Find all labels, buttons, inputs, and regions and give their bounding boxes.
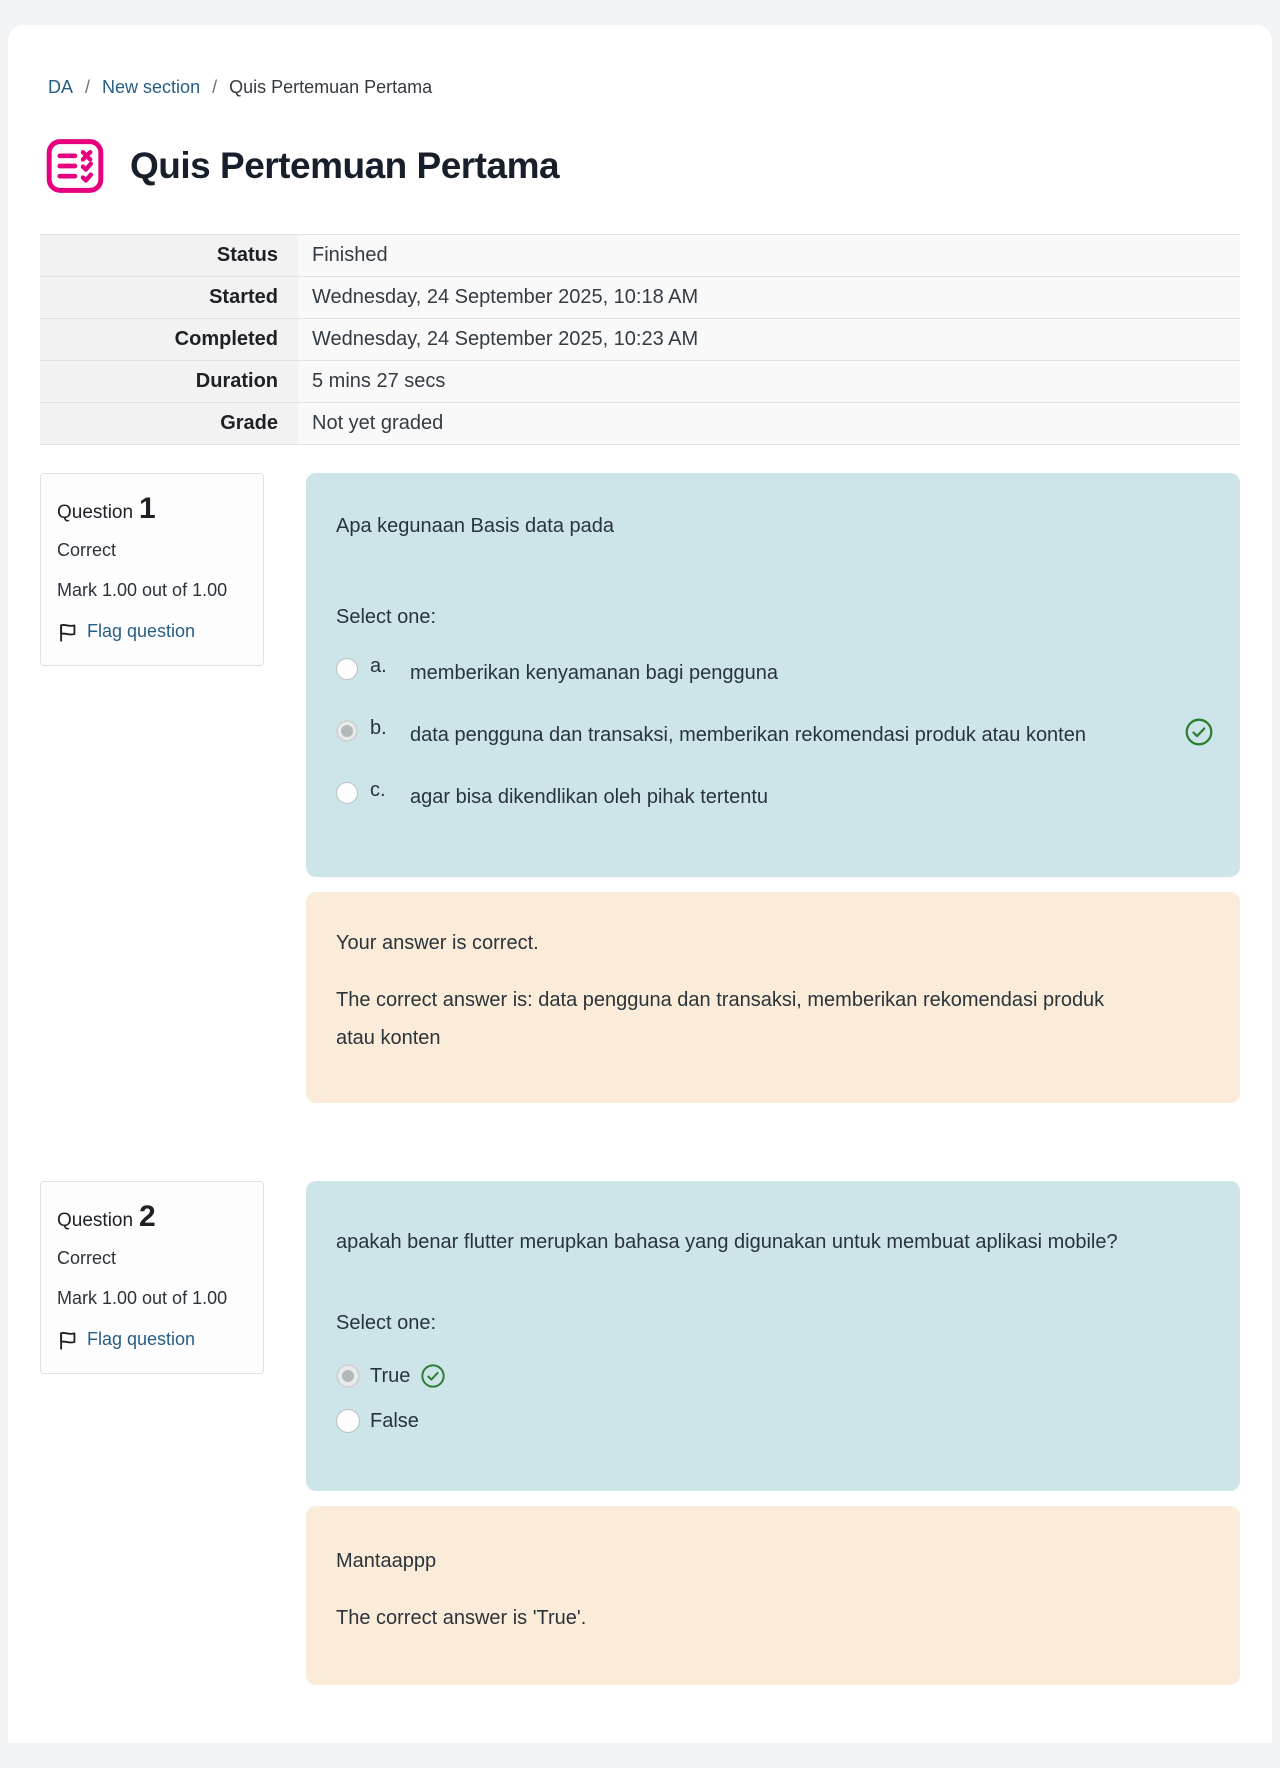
question-2-content — [306, 1181, 1240, 1685]
option-label: agar bisa dikendlikan oleh pihak tertentu — [410, 786, 769, 808]
feedback-comment: Mantaappp — [336, 1550, 437, 1572]
question-1-content — [306, 473, 1240, 1103]
question-1-block — [40, 473, 1240, 1103]
radio-option-a[interactable] — [336, 658, 358, 680]
flag-question-link[interactable] — [57, 1329, 247, 1351]
question-word: Question — [57, 502, 134, 523]
summary-label: Grade — [40, 403, 298, 445]
breadcrumb-separator: / — [85, 77, 91, 97]
option-label: True — [370, 1364, 411, 1387]
radio-option-true[interactable] — [336, 1364, 360, 1388]
question-number-line — [57, 492, 247, 526]
flag-icon — [57, 621, 79, 643]
summary-label: Completed — [40, 319, 298, 361]
summary-value: 5 mins 27 secs — [298, 361, 1240, 403]
option-label: memberikan kenyamanan bagi pengguna — [410, 662, 779, 684]
summary-value: Wednesday, 24 September 2025, 10:18 AM — [298, 277, 1240, 319]
flag-question-link[interactable] — [57, 621, 247, 643]
page-header — [40, 138, 1240, 194]
option-letter: a. — [370, 655, 387, 677]
summary-label: Status — [40, 235, 298, 277]
feedback-right-answer: The correct answer is 'True'. — [336, 1607, 587, 1629]
flag-icon — [57, 1329, 79, 1351]
answer-option-false — [336, 1409, 1214, 1433]
answer-option-b — [336, 717, 1214, 753]
radio-option-false[interactable] — [336, 1409, 360, 1433]
select-one-prompt: Select one: — [336, 606, 437, 628]
question-number: 2 — [139, 1200, 156, 1233]
breadcrumb — [40, 77, 1240, 98]
question-mark: Mark 1.00 out of 1.00 — [57, 1288, 228, 1308]
question-text: apakah benar flutter merupkan bahasa yang digunakan untuk membuat aplikasi mobile? — [336, 1231, 1118, 1253]
answer-option-true — [336, 1363, 1214, 1389]
question-2-feedback — [306, 1506, 1240, 1685]
correct-answer-check-icon — [420, 1363, 446, 1389]
question-number-line — [57, 1200, 247, 1234]
feedback-right-answer: The correct answer is: data pengguna dan transaksi, memberikan rekomendasi produk atau konten — [336, 989, 1105, 1049]
question-2-formulation — [306, 1181, 1240, 1491]
page-title: Quis Pertemuan Pertama — [130, 145, 560, 186]
flag-question-label: Flag question — [87, 621, 196, 642]
summary-value: Not yet graded — [298, 403, 1240, 445]
breadcrumb-link-course[interactable]: DA — [48, 77, 74, 97]
summary-row-status — [40, 235, 1240, 277]
summary-label: Started — [40, 277, 298, 319]
breadcrumb-link-section[interactable]: New section — [102, 77, 201, 97]
question-1-info-panel — [40, 473, 264, 666]
summary-label: Duration — [40, 361, 298, 403]
summary-row-duration — [40, 361, 1240, 403]
question-1-formulation — [306, 473, 1240, 877]
question-1-feedback — [306, 892, 1240, 1103]
feedback-correctness: Your answer is correct. — [336, 932, 539, 954]
question-text: Apa kegunaan Basis data pada — [336, 515, 614, 537]
question-state: Correct — [57, 540, 117, 560]
question-2-info-panel — [40, 1181, 264, 1374]
main-content-card — [8, 25, 1272, 1743]
summary-value: Wednesday, 24 September 2025, 10:23 AM — [298, 319, 1240, 361]
quiz-checklist-icon — [46, 138, 104, 194]
breadcrumb-current: Quis Pertemuan Pertama — [229, 77, 433, 97]
summary-row-completed — [40, 319, 1240, 361]
attempt-summary-table — [40, 234, 1240, 445]
option-label: data pengguna dan transaksi, memberikan rekomendasi produk atau konten — [410, 724, 1086, 746]
answer-option-c — [336, 779, 1214, 815]
answer-option-a — [336, 655, 1214, 691]
option-label: False — [370, 1409, 419, 1432]
question-mark: Mark 1.00 out of 1.00 — [57, 580, 228, 600]
summary-value: Finished — [298, 235, 1240, 277]
option-letter: b. — [370, 717, 387, 739]
radio-option-c[interactable] — [336, 782, 358, 804]
select-one-prompt: Select one: — [336, 1312, 437, 1334]
question-state: Correct — [57, 1248, 117, 1268]
correct-answer-check-icon — [1184, 717, 1214, 747]
radio-option-b[interactable] — [336, 720, 358, 742]
option-letter: c. — [370, 779, 386, 801]
question-number: 1 — [139, 492, 156, 525]
question-word: Question — [57, 1210, 134, 1231]
question-2-block — [40, 1181, 1240, 1685]
summary-row-grade — [40, 403, 1240, 445]
flag-question-label: Flag question — [87, 1329, 196, 1350]
breadcrumb-separator: / — [212, 77, 218, 97]
summary-row-started — [40, 277, 1240, 319]
